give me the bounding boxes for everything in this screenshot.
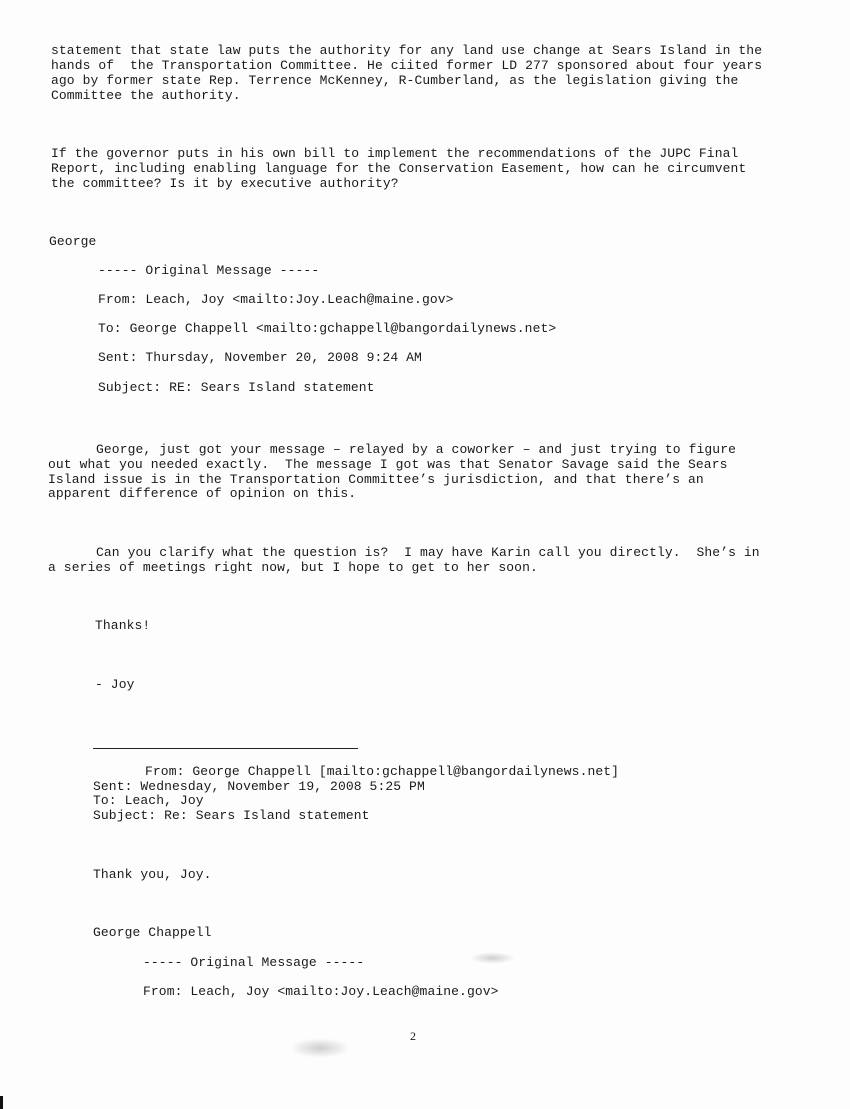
scan-smudge: [290, 1038, 350, 1058]
text-line: statement that state law puts the authority for any land use change at Sears Island in the: [51, 43, 763, 58]
thanks-line: Thanks!: [95, 618, 151, 633]
text-line: Report, including enabling language for the Conservation Easement, how can he circumvent: [51, 161, 747, 176]
header-from: From: Leach, Joy <mailto:Joy.Leach@maine.gov>: [143, 984, 499, 999]
joy-signature: - Joy: [95, 677, 135, 692]
text-line: out what you needed exactly. The message I got was that Senator Savage said the Sears: [48, 457, 728, 472]
text-line: ago by former state Rep. Terrence McKenney, R-Cumberland, as the legislation giving the: [51, 73, 739, 88]
original-message-label: ----- Original Message -----: [143, 955, 365, 970]
header-from: From: Leach, Joy <mailto:Joy.Leach@maine.gov>: [98, 292, 454, 307]
separator-line: [93, 748, 358, 749]
header-to: To: Leach, Joy: [93, 793, 204, 808]
text-line: Can you clarify what the question is? I may have Karin call you directly. She’s in: [96, 545, 760, 560]
header-sent: Sent: Wednesday, November 19, 2008 5:25 PM: [93, 779, 425, 794]
header-sent: Sent: Thursday, November 20, 2008 9:24 AM: [98, 350, 422, 365]
text-line: hands of the Transportation Committee. He ciited former LD 277 sponsored about four years: [51, 58, 763, 73]
header-subject: Subject: RE: Sears Island statement: [98, 380, 375, 395]
text-line: If the governor puts in his own bill to implement the recommendations of the JUPC Final: [51, 146, 739, 161]
scan-smudge: [470, 952, 515, 964]
header-subject: Subject: Re: Sears Island statement: [93, 808, 370, 823]
original-message-label: ----- Original Message -----: [98, 263, 320, 278]
thank-you-line: Thank you, Joy.: [93, 867, 212, 882]
header-to: To: George Chappell <mailto:gchappell@bangordailynews.net>: [98, 321, 557, 336]
page-number: 2: [410, 1029, 416, 1043]
signoff-george: George: [49, 234, 97, 249]
text-line: Committee the authority.: [51, 88, 241, 103]
text-line: a series of meetings right now, but I hope to get to her soon.: [48, 560, 538, 575]
header-from: From: George Chappell [mailto:gchappell@bangordailynews.net]: [145, 764, 620, 779]
signoff-george-chappell: George Chappell: [93, 925, 212, 940]
text-line: the committee? Is it by executive authority?: [51, 176, 399, 191]
text-line: George, just got your message – relayed by a coworker – and just trying to figure: [96, 442, 737, 457]
scan-edge-mark: [0, 1096, 3, 1109]
text-line: Island issue is in the Transportation Committee’s jurisdiction, and that there’s an: [48, 472, 704, 487]
text-line: apparent difference of opinion on this.: [48, 486, 357, 501]
